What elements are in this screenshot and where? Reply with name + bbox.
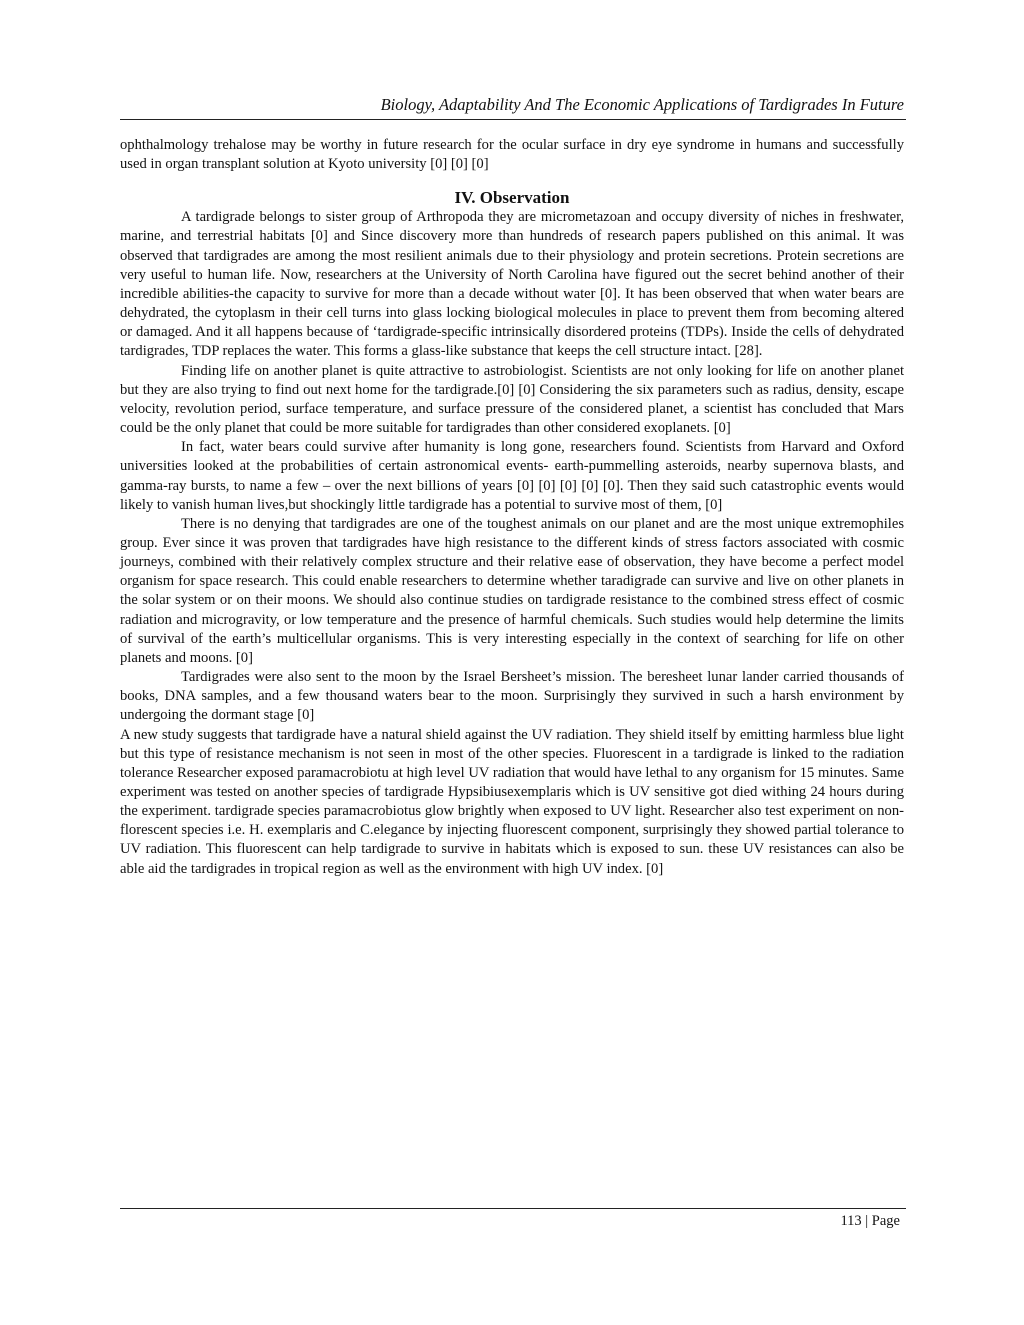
section-title: IV. Observation: [454, 188, 570, 208]
paragraph-1: A tardigrade belongs to sister group of Arthropoda they are micrometazoan and occupy diversity of niches in freshwater, marine, and terrestrial habitats [0] and Since discovery more than hundreds of research papers published on this animal. It was observed that tardigrades are among the most resilient animals due to their physiology and protein secretions. Protein secretions are very useful to human life. Now, researchers at the University of North Carolina have figured out the secret behind another of their incredible abilities-the capacity to survive for more than a decade without water [0]. It has been observed that when water bears are dehydrated, the cytoplasm in their cell turns into glass locking biological molecules in place to prevent them from becoming altered or damaged. And it all happens because of ‘tardigrade-specific intrinsically disordered proteins (TDPs). Inside the cells of dehydrated tardigrades, TDP replaces the water. This forms a glass-like substance that keeps the cell structure intact. [28].: [120, 209, 904, 360]
body-text: [120, 136, 904, 879]
running-header: Biology, Adaptability And The Economic Applications of Tardigrades In Future: [380, 95, 904, 114]
paragraph-3: In fact, water bears could survive after humanity is long gone, researchers found. Scientists from Harvard and Oxford universities looked at the probabilities of certain astronomical events- earth-pummelling asteroids, nearby supernova blasts, and gamma-ray bursts, to name a few – over the next billions of years [0] [0] [0] [0] [0]. Then they said such catastrophic events would likely to vanish human lives,but shockingly little tardigrade has a potential to survive most of them, [0]: [120, 439, 904, 513]
footer-divider: [120, 1208, 906, 1209]
paragraph-6: A new study suggests that tardigrade have a natural shield against the UV radiation. They shield itself by emitting harmless blue light but this type of resistance mechanism is not seen in most of the other species. Fluorescent in a tardigrade is linked to the radiation tolerance Researcher exposed paramacrobiotu at high level UV radiation that would have lethal to any organism for 15 minutes. Same experiment was tested on another species of tardigrade Hypsibiusexemplaris which is UV sensitive got died withing 24 hours during the experiment. tardigrade species paramacrobiotus glow brightly when exposed to UV light. Researcher also test experiment on non-florescent species i.e. H. exemplaris and C.elegance by injecting fluorescent component, surprisingly they showed partial tolerance to UV radiation. This fluorescent can help tardigrade to survive in habitats which is exposed to sun. these UV resistances can also be able aid the tardigrades in tropical region as well as the environment with high UV index. [0]: [120, 726, 904, 877]
paragraph-4: There is no denying that tardigrades are one of the toughest animals on our planet and are the most unique extremophiles group. Ever since it was proven that tardigrades have high resistance to the different kinds of stress factors associated with cosmic journeys, combined with their relatively complex structure and their relative ease of observation, they have become a perfect model organism for space research. This could enable researchers to determine whether taradigrade can survive and live on other planets in the solar system or on their moons. We should also continue studies on tardigrade resistance to the combined stress effect of cosmic radiation and microgravity, or low temperature and the presence of harmful chemicals. Such studies would help determine the limits of survival of the earth’s multicellular organisms. This is very interesting especially in the context of searching for life on other planets and moons. [0]: [120, 515, 904, 666]
intro-paragraph: ophthalmology trehalose may be worthy in future research for the ocular surface in dry eye syndrome in humans and successfully used in organ transplant solution at Kyoto university [0] [0] [0]: [120, 137, 904, 173]
header-divider: [120, 119, 906, 120]
paragraph-5: Tardigrades were also sent to the moon by the Israel Bersheet’s mission. The beresheet lunar lander carried thousands of books, DNA samples, and a few thousand waters bear to the moon. Surprisingly they survived in such a harsh environment by undergoing the dormant stage [0]: [120, 669, 904, 724]
page-number: 113 | Page: [840, 1213, 900, 1229]
paragraph-2: Finding life on another planet is quite attractive to astrobiologist. Scientists are not only looking for life on another planet but they are also trying to find out next home for the tardigrade.[0] [0] Considering the six parameters such as radius, density, escape velocity, revolution period, surface temperature, and surface pressure of the considered planet, a scientist has concluded that Mars could be the only planet that could be more suitable for tardigrades than other considered exoplanets. [0]: [120, 362, 904, 437]
